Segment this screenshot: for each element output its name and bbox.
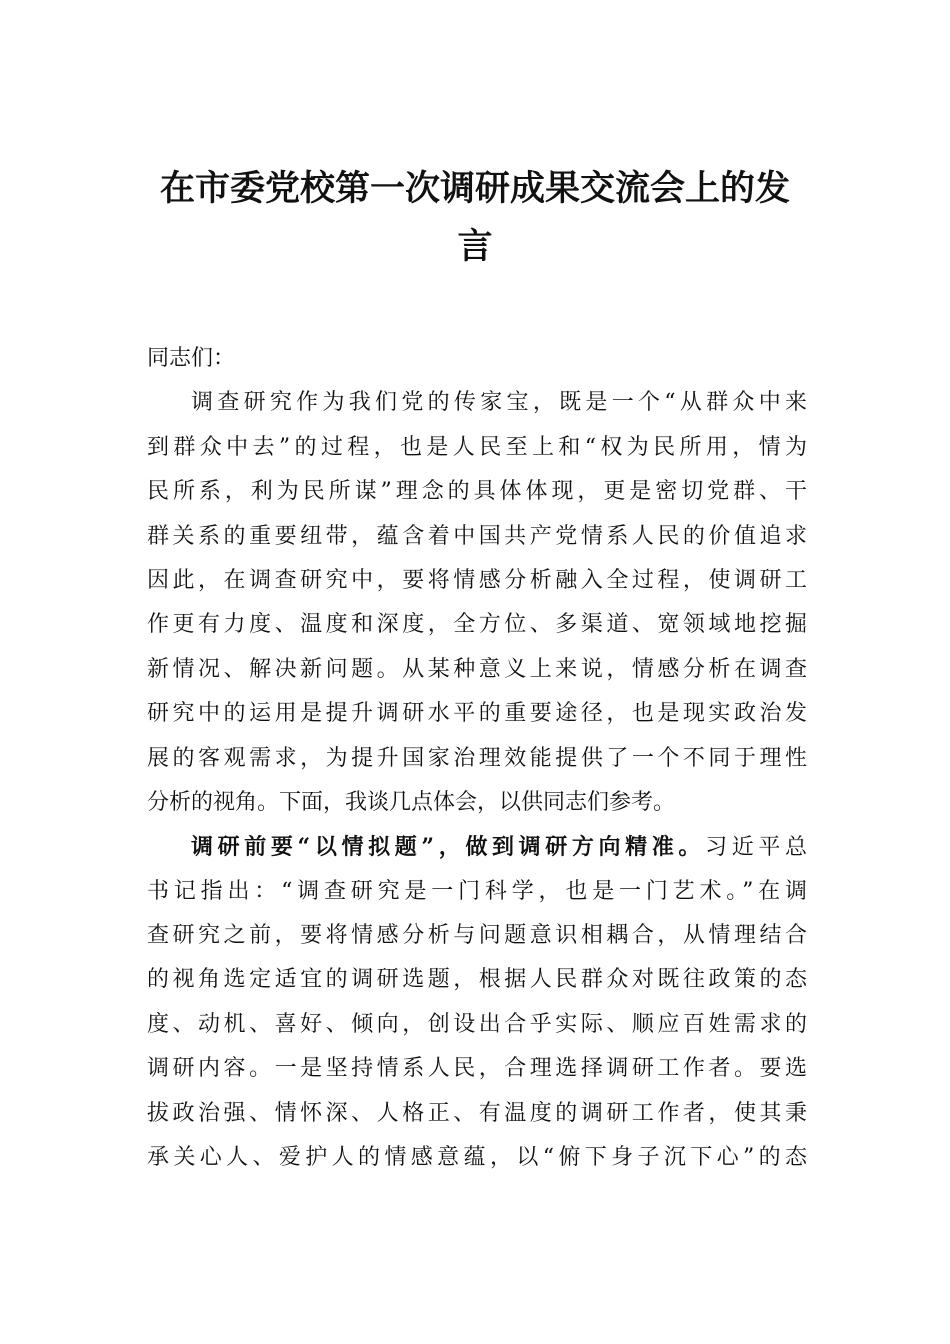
paragraph-1-line: 作更有力度、温度和深度，全方位、多渠道、宽领域地挖掘 [147,612,807,638]
salutation: 同志们： [147,346,236,371]
title-line-1: 在市委党校第一次调研成果交流会上的发 [159,168,790,209]
paragraph-2-line: 的视角选定适宜的调研选题，根据人民群众对既往政策的态 [147,967,807,993]
paragraph-2-line: 调研内容。一是坚持情系人民，合理选择调研工作者。要选 [147,1056,807,1082]
title-line-2: 言 [457,226,493,267]
document-body [147,337,807,1180]
paragraph-1 [147,381,807,825]
paragraph-2-heading: 调研前要“以情拟题”，做到调研方向精准。 [191,834,706,861]
paragraph-2 [147,825,807,1180]
paragraph-1-line: 到群众中去”的过程，也是人民至上和“权为民所用，情为 [147,434,807,460]
paragraph-1-line: 研究中的运用是提升调研水平的重要途径，也是现实政治发 [147,701,807,727]
paragraph-1-line: 群关系的重要纽带，蕴含着中国共产党情系人民的价值追求 [147,523,807,549]
paragraph-1-line: 民所系，利为民所谋”理念的具体体现，更是密切党群、干 [147,479,807,505]
paragraph-2-line: 书记指出：“调查研究是一门科学，也是一门艺术。”在调 [147,878,807,904]
paragraph-2-line: 承关心人、爱护人的情感意蕴，以“俯下身子沉下心”的态 [147,1145,807,1171]
document-title [120,160,830,276]
paragraph-2-line: 拔政治强、情怀深、人格正、有温度的调研工作者，使其秉 [147,1100,807,1126]
paragraph-1-line: 调查研究作为我们党的传家宝，既是一个“从群众中来 [191,390,807,416]
paragraph-1-line: 新情况、解决新问题。从某种意义上来说，情感分析在调查 [147,656,807,682]
paragraph-1-line: 因此，在调查研究中，要将情感分析融入全过程，使调研工 [147,567,807,593]
paragraph-2-line: 度、动机、喜好、倾向，创设出合乎实际、顺应百姓需求的 [147,1011,807,1037]
paragraph-2-first-line-text: 习近平总 [705,835,807,861]
paragraph-1-line: 分析的视角。下面，我谈几点体会，以供同志们参考。 [147,789,676,815]
paragraph-2-line: 查研究之前，要将情感分析与问题意识相耦合，从情理结合 [147,923,807,949]
paragraph-1-line: 展的客观需求，为提升国家治理效能提供了一个不同于理性 [147,745,807,771]
paragraph-2-first-line [147,825,807,869]
